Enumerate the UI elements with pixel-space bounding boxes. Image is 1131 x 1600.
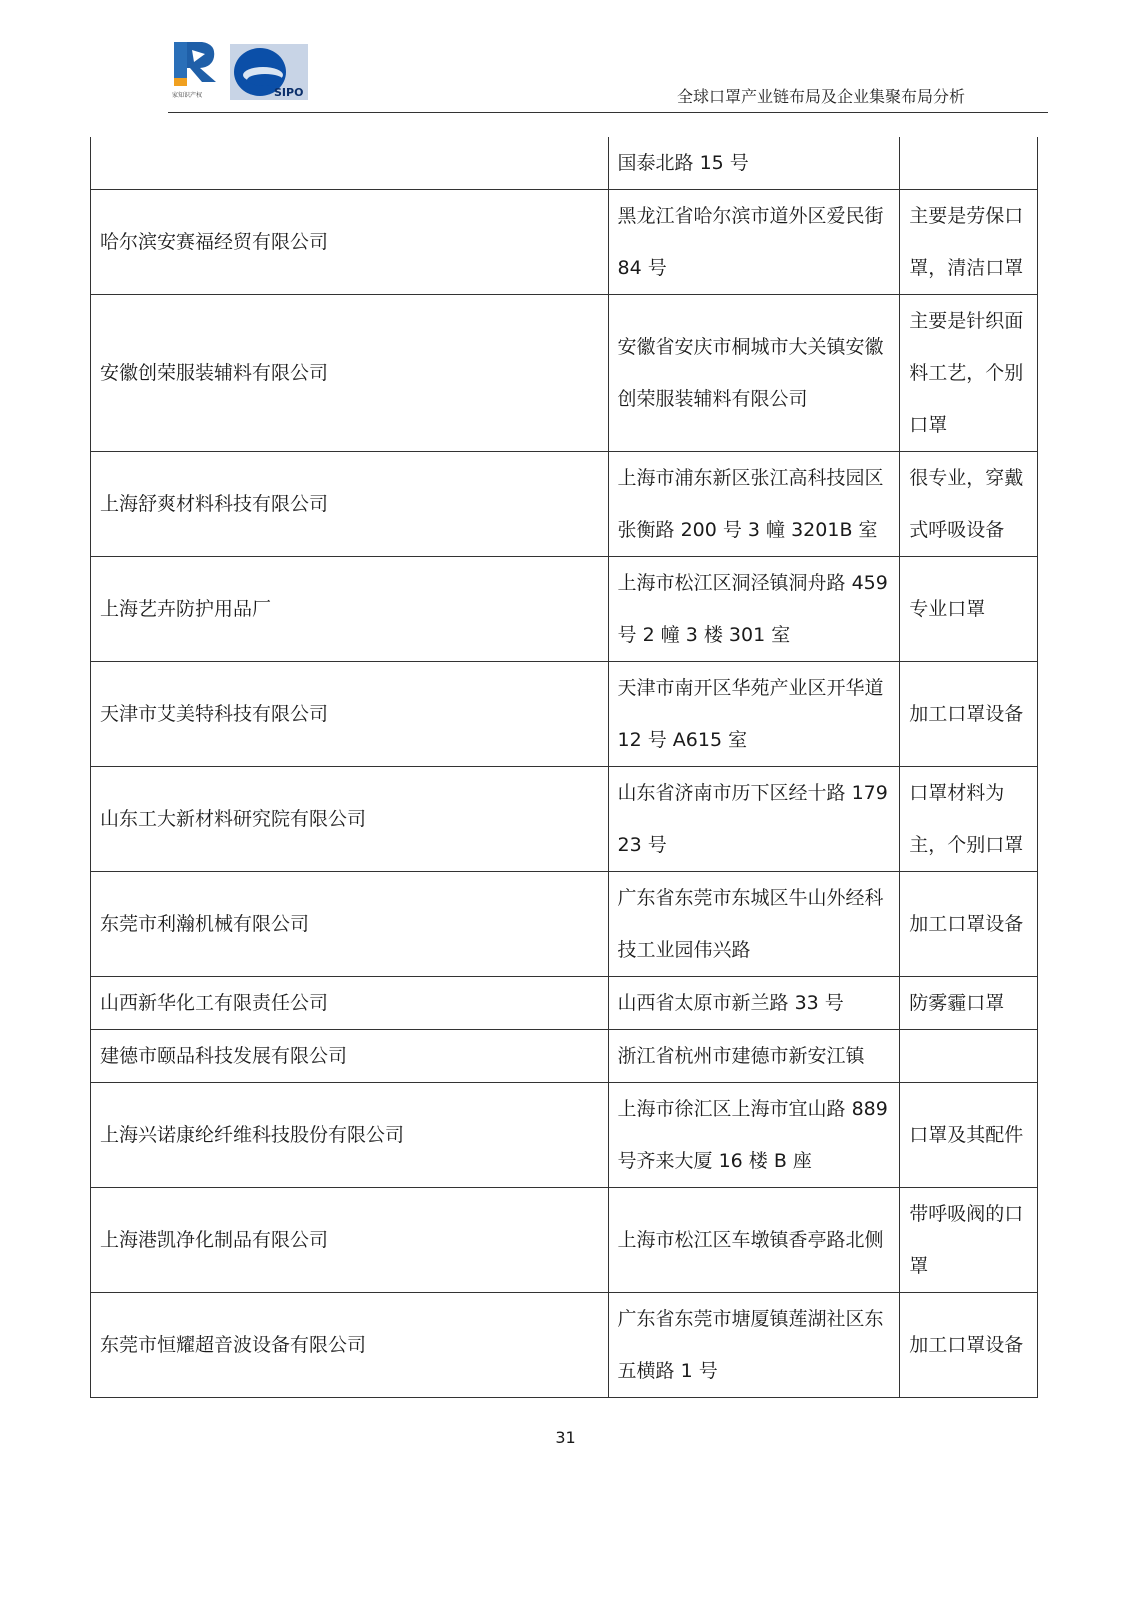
table-row [91, 452, 1038, 557]
company-cell: 上海港凯净化制品有限公司 [91, 1188, 609, 1293]
note-cell: 加工口罩设备 [900, 872, 1038, 977]
table-row [91, 557, 1038, 662]
address-cell: 浙江省杭州市建德市新安江镇 [608, 1030, 900, 1083]
company-cell: 山西新华化工有限责任公司 [91, 977, 609, 1030]
note-cell [900, 137, 1038, 190]
address-cell: 上海市浦东新区张江高科技园区张衡路 200 号 3 幢 3201B 室 [608, 452, 900, 557]
table-row [91, 1293, 1038, 1398]
company-cell: 哈尔滨安赛福经贸有限公司 [91, 190, 609, 295]
company-cell [91, 137, 609, 190]
note-cell [900, 1030, 1038, 1083]
table-row [91, 1083, 1038, 1188]
table-row [91, 190, 1038, 295]
company-cell: 山东工大新材料研究院有限公司 [91, 767, 609, 872]
address-cell: 上海市徐汇区上海市宜山路 889 号齐来大厦 16 楼 B 座 [608, 1083, 900, 1188]
address-cell: 天津市南开区华苑产业区开华道 12 号 A615 室 [608, 662, 900, 767]
note-cell: 防雾霾口罩 [900, 977, 1038, 1030]
address-cell: 安徽省安庆市桐城市大关镇安徽创荣服装辅料有限公司 [608, 295, 900, 452]
note-cell: 口罩材料为主，个别口罩 [900, 767, 1038, 872]
header-divider [168, 112, 1048, 113]
company-cell: 上海艺卉防护用品厂 [91, 557, 609, 662]
address-cell: 上海市松江区车墩镇香亭路北侧 [608, 1188, 900, 1293]
address-cell: 广东省东莞市塘厦镇莲湖社区东五横路 1 号 [608, 1293, 900, 1398]
company-cell: 东莞市利瀚机械有限公司 [91, 872, 609, 977]
table-row [91, 662, 1038, 767]
header-title: 全球口罩产业链布局及企业集聚布局分析 [676, 87, 965, 106]
note-cell: 专业口罩 [900, 557, 1038, 662]
address-cell: 山东省济南市历下区经十路 17923 号 [608, 767, 900, 872]
table-row [91, 137, 1038, 190]
table-row [91, 1188, 1038, 1293]
address-cell: 黑龙江省哈尔滨市道外区爱民街 84 号 [608, 190, 900, 295]
company-cell: 建德市颐品科技发展有限公司 [91, 1030, 609, 1083]
company-cell: 上海舒爽材料科技有限公司 [91, 452, 609, 557]
note-cell: 加工口罩设备 [900, 662, 1038, 767]
table-row [91, 295, 1038, 452]
address-cell: 山西省太原市新兰路 33 号 [608, 977, 900, 1030]
address-cell: 国泰北路 15 号 [608, 137, 900, 190]
note-cell: 口罩及其配件 [900, 1083, 1038, 1188]
sipo-logo-icon [230, 44, 308, 100]
sipo-logo-text: SIPO [274, 86, 304, 99]
note-cell: 带呼吸阀的口罩 [900, 1188, 1038, 1293]
company-cell: 东莞市恒耀超音波设备有限公司 [91, 1293, 609, 1398]
company-cell: 上海兴诺康纶纤维科技股份有限公司 [91, 1083, 609, 1188]
note-cell: 主要是劳保口罩，清洁口罩 [900, 190, 1038, 295]
logo-caption: 家知识产权 [172, 92, 203, 99]
header-logos [172, 40, 312, 106]
company-cell: 安徽创荣服装辅料有限公司 [91, 295, 609, 452]
company-cell: 天津市艾美特科技有限公司 [91, 662, 609, 767]
company-table [90, 137, 1038, 1398]
table-row [91, 872, 1038, 977]
table-row [91, 977, 1038, 1030]
table-row [91, 1030, 1038, 1083]
address-cell: 上海市松江区洞泾镇洞舟路 459 号 2 幢 3 楼 301 室 [608, 557, 900, 662]
table-row [91, 767, 1038, 872]
page-number: 31 [555, 1428, 576, 1447]
note-cell: 主要是针织面料工艺，个别口罩 [900, 295, 1038, 452]
note-cell: 很专业，穿戴式呼吸设备 [900, 452, 1038, 557]
note-cell: 加工口罩设备 [900, 1293, 1038, 1398]
address-cell: 广东省东莞市东城区牛山外经科技工业园伟兴路 [608, 872, 900, 977]
